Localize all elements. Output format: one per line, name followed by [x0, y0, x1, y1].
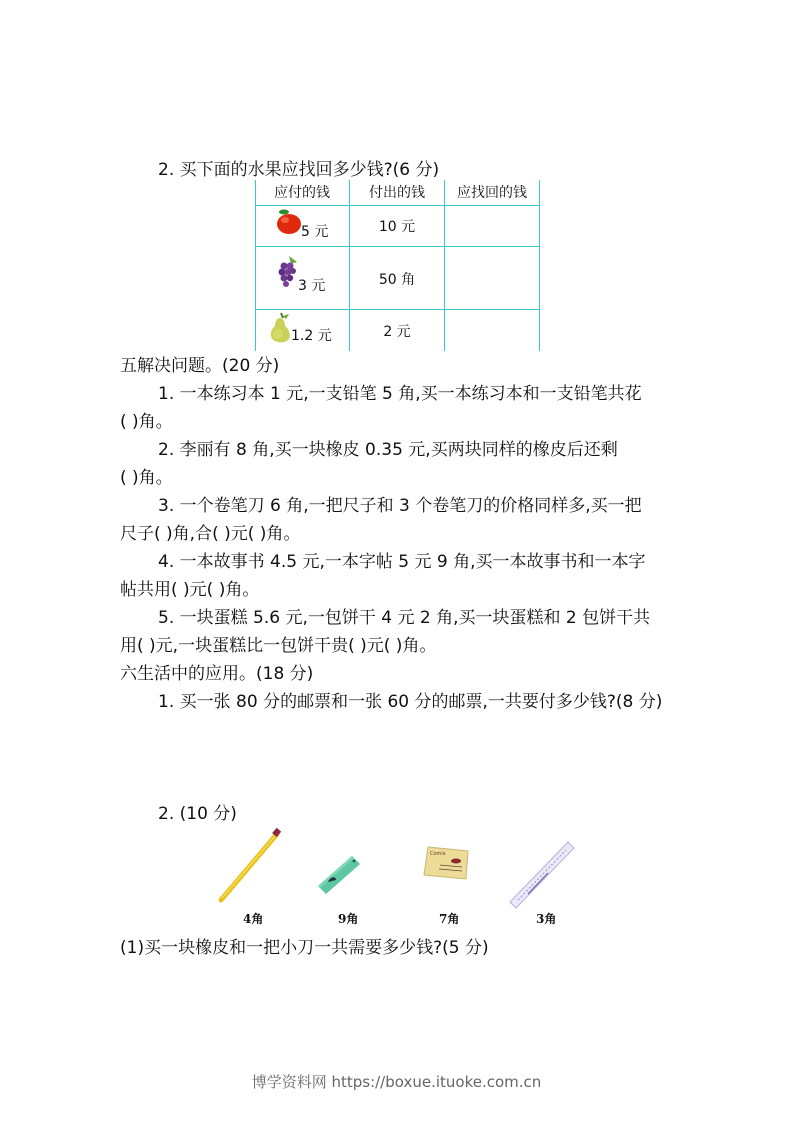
svg-text:Comix: Comix	[430, 851, 446, 857]
pencil-icon	[217, 828, 285, 908]
problem-line: (1)买一块橡皮和一把小刀一共需要多少钱?(5 分)	[120, 938, 489, 958]
paid-amount: 2 元	[383, 324, 411, 340]
item-price: 9角	[338, 912, 359, 926]
item-price: 3角	[536, 912, 557, 926]
problem-line: 3. 一个卷笔刀 6 角,一把尺子和 3 个卷笔刀的价格同样多,买一把	[158, 496, 642, 516]
problem-line: 1. 一本练习本 1 元,一支铅笔 5 角,买一本练习本和一支铅笔共花	[158, 384, 642, 404]
problem-line: 4. 一本故事书 4.5 元,一本字帖 5 元 9 角,买一本故事书和一本字	[158, 552, 646, 572]
footer-watermark: 博学资料网 https://boxue.ituoke.com.cn	[251, 1073, 542, 1091]
fruit-change-table	[255, 180, 540, 351]
fruit-price: 1.2 元	[291, 328, 332, 344]
problem-line: 尺子( )角,合( )元( )角。	[120, 524, 301, 544]
grapes-icon	[277, 254, 299, 294]
apple-icon	[275, 207, 303, 239]
table-border	[255, 205, 540, 206]
table-border	[255, 246, 540, 247]
fruit-price: 5 元	[301, 224, 329, 240]
table-header: 付出的钱	[369, 185, 425, 201]
problem-line: 用( )元,一块蛋糕比一包饼干贵( )元( )角。	[120, 636, 437, 656]
problem-line: 2. (10 分)	[158, 804, 237, 824]
item-price: 4角	[243, 912, 264, 926]
section-heading: 五解决问题。(20 分)	[120, 356, 280, 376]
paid-amount: 50 角	[378, 272, 416, 288]
eraser-icon	[422, 843, 472, 887]
item-price: 7角	[439, 912, 460, 926]
pencil-sharpener-knife-icon	[316, 852, 362, 900]
question-title-fruit-change: 2. 买下面的水果应找回多少钱?(6 分)	[158, 160, 440, 180]
section-heading: 六生活中的应用。(18 分)	[120, 664, 314, 684]
problem-line: 1. 买一张 80 分的邮票和一张 60 分的邮票,一共要付多少钱?(8 分)	[158, 692, 663, 712]
paid-amount: 10 元	[378, 219, 416, 235]
problem-line: 5. 一块蛋糕 5.6 元,一包饼干 4 元 2 角,买一块蛋糕和 2 包饼干共	[158, 608, 651, 628]
pear-icon	[267, 312, 293, 348]
table-header: 应付的钱	[274, 185, 330, 201]
problem-line: ( )角。	[120, 468, 173, 488]
ruler-icon	[508, 840, 578, 914]
table-header: 应找回的钱	[457, 185, 527, 201]
fruit-price: 3 元	[298, 278, 326, 294]
problem-line: ( )角。	[120, 412, 173, 432]
problem-line: 2. 李丽有 8 角,买一块橡皮 0.35 元,买两块同样的橡皮后还剩	[158, 440, 618, 460]
table-border	[255, 309, 540, 310]
problem-line: 帖共用( )元( )角。	[120, 580, 260, 600]
